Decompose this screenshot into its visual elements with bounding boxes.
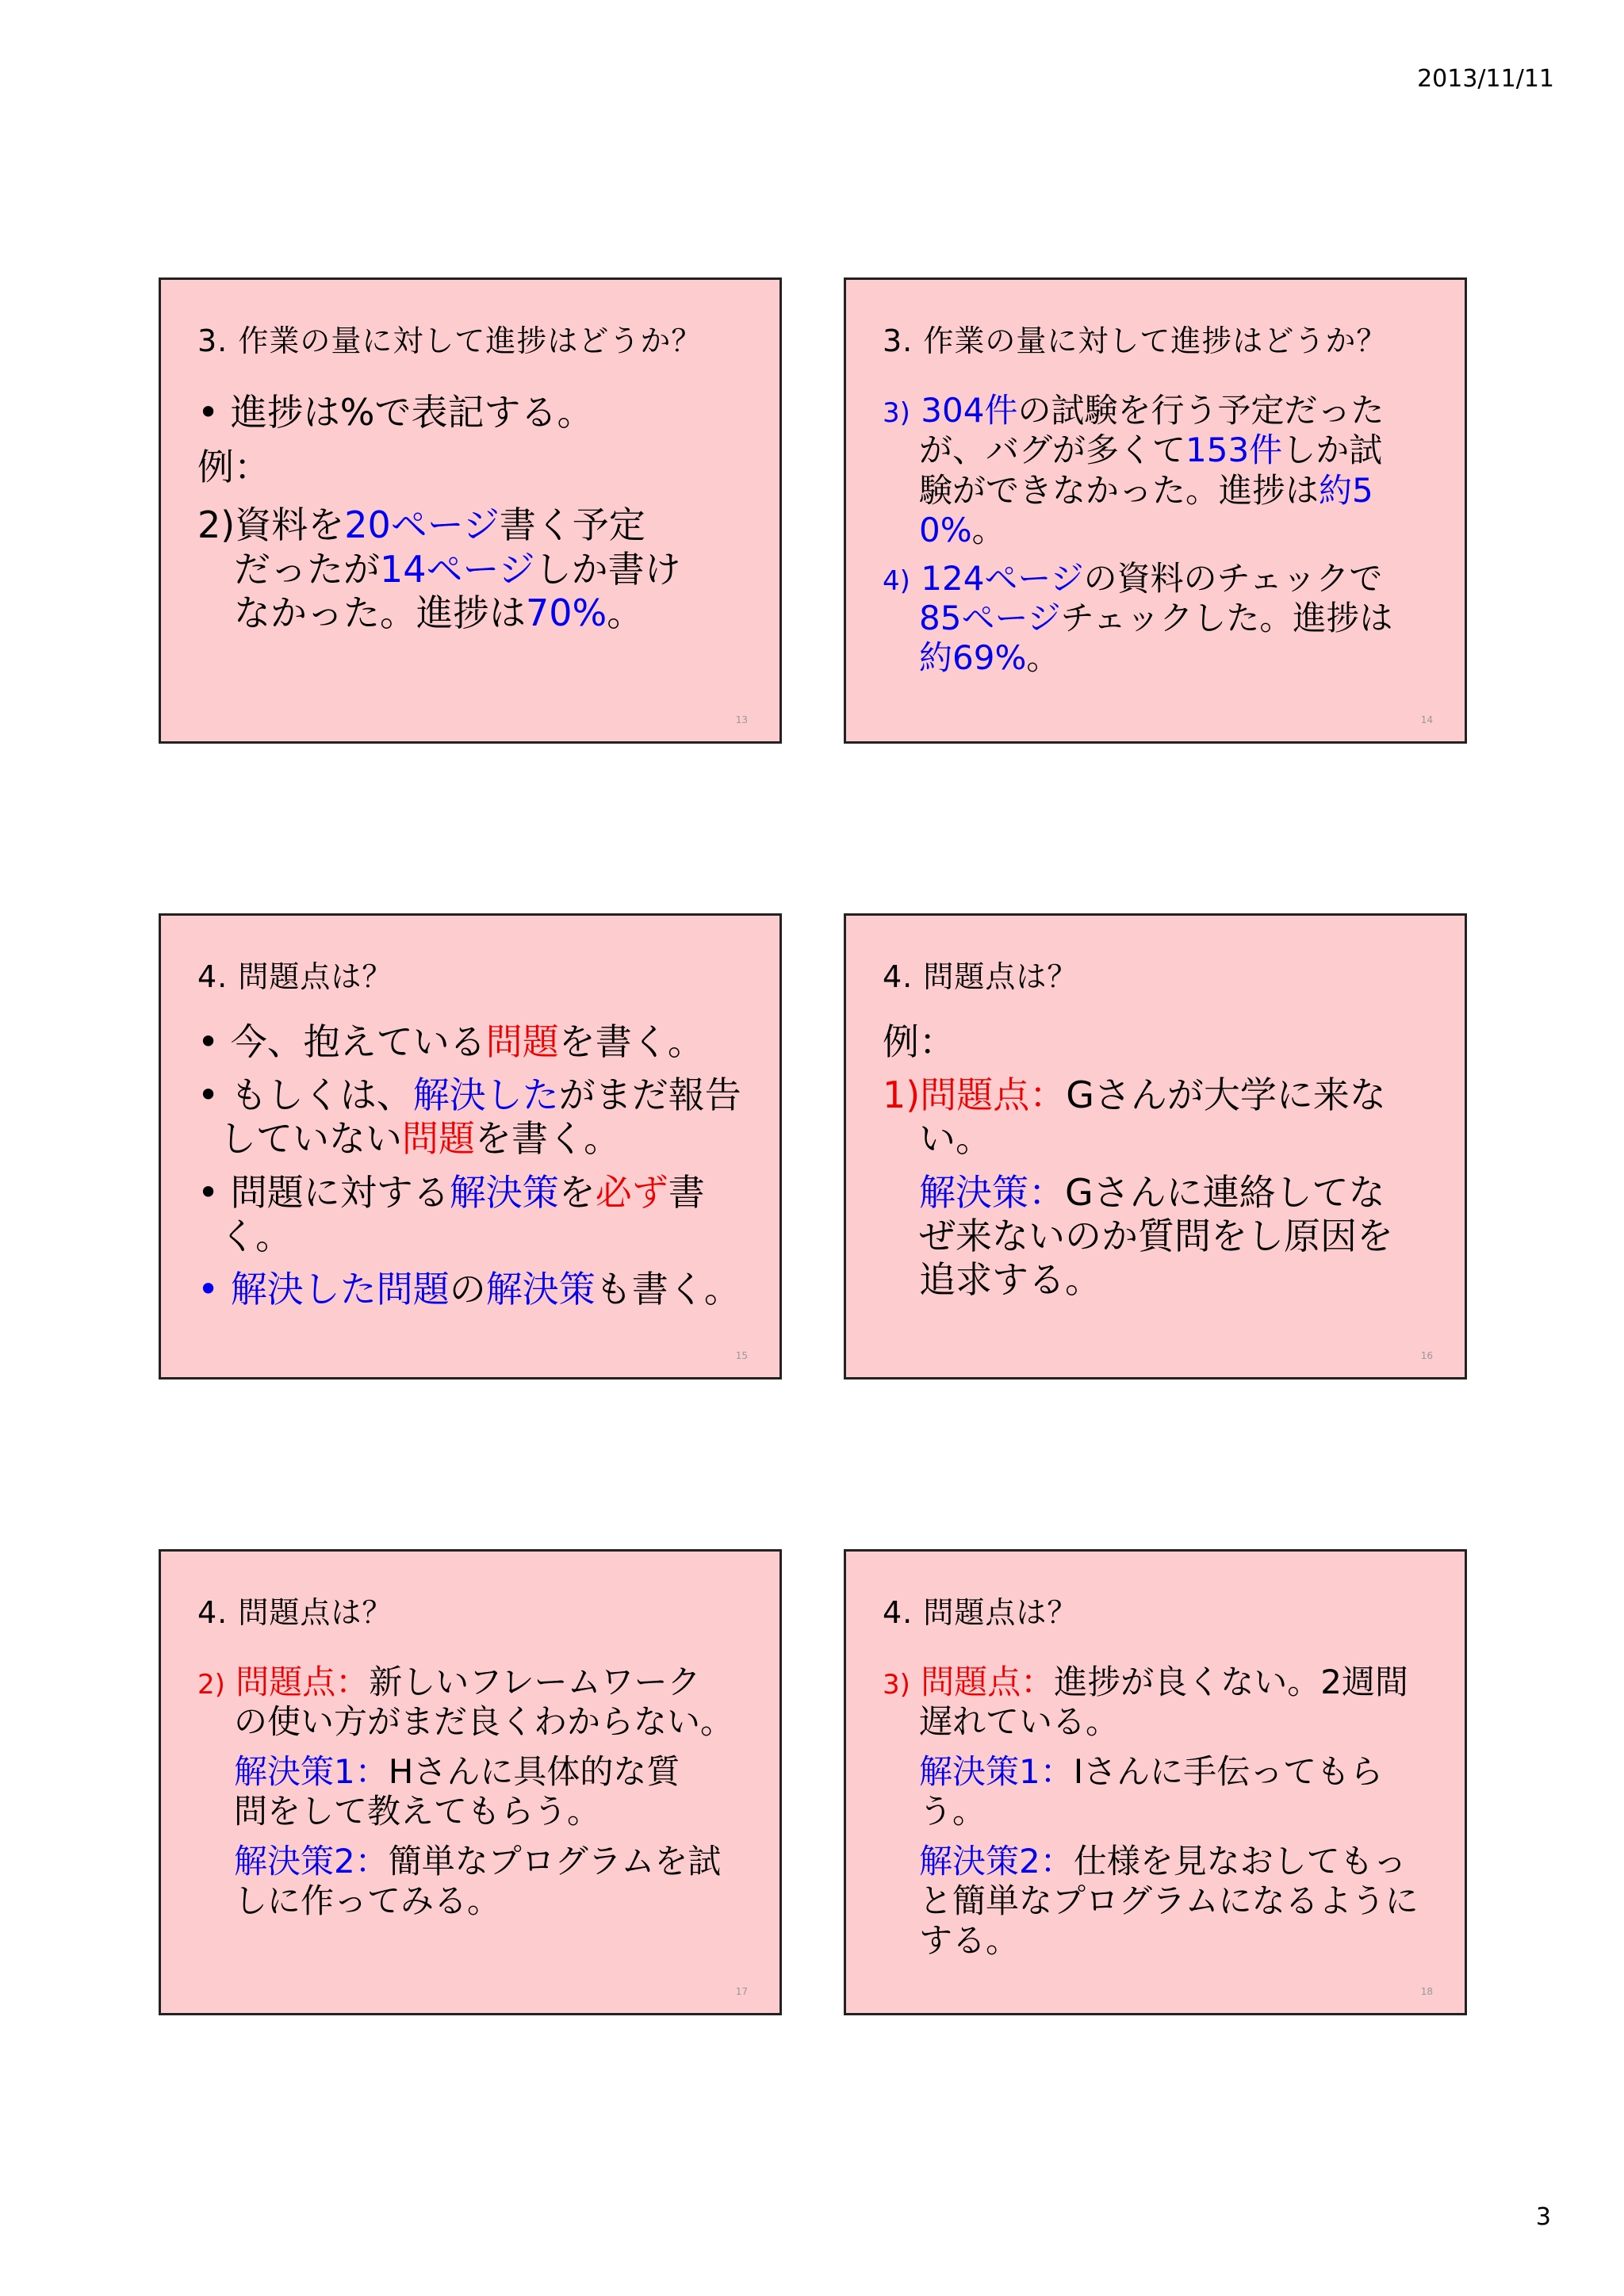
- slide-body: [883, 1020, 1441, 1302]
- slide-title: 4. 問題点は？: [883, 1595, 1078, 1630]
- bullet-line: • 進捗は%で表記する。: [197, 391, 756, 434]
- example-label: 例：: [197, 446, 270, 489]
- text-line: 追求する。: [919, 1257, 1101, 1301]
- slide-body: [883, 1663, 1441, 1961]
- slide-title: 4. 問題点は？: [197, 959, 393, 994]
- text-line: 2)資料を20ページ書く予定: [197, 503, 645, 547]
- slide-number: 13: [735, 714, 748, 725]
- text-line: なかった。進捗は70%。: [234, 591, 644, 634]
- text-line: い。: [919, 1117, 992, 1161]
- text-line: 解決策2：簡単なプログラムを試: [234, 1841, 722, 1881]
- slide-title: 4. 問題点は？: [197, 1595, 393, 1630]
- text-line: していない問題を書く。: [220, 1117, 621, 1161]
- text-line: する。: [919, 1921, 1020, 1961]
- text-line: 約69%。: [919, 638, 1060, 678]
- text-line: 85ページチェックした。進捗は: [919, 598, 1393, 637]
- slide-body: [197, 1663, 756, 1921]
- slide-number: 15: [735, 1350, 748, 1361]
- text-line: 問をして教えてもらう。: [234, 1792, 601, 1831]
- slide-16: [844, 913, 1467, 1380]
- bullet-line: • 今、抱えている問題を書く。: [197, 1020, 756, 1064]
- text-line: 3) 問題点：進捗が良くない。2週間: [883, 1663, 1409, 1701]
- text-line: の使い方がまだ良くわからない。: [234, 1702, 734, 1742]
- bullet-line: • 問題に対する解決策を必ず書: [197, 1171, 756, 1215]
- text-line: 験ができなかった。進捗は約5: [919, 470, 1373, 510]
- text-line: 0%。: [919, 511, 1005, 550]
- bullet-line: • 解決した問題の解決策も書く。: [197, 1268, 756, 1311]
- text-line: と簡単なプログラムになるように: [919, 1881, 1419, 1920]
- text-line: 解決策2：仕様を見なおしてもっ: [919, 1841, 1407, 1881]
- text-line: 解決策1：Iさんに手伝ってもらう。: [919, 1751, 1384, 1831]
- slide-number: 18: [1420, 1986, 1433, 1997]
- slide-body: [197, 391, 756, 635]
- text-line: ぜ来ないのか質問をし原因を: [919, 1214, 1393, 1257]
- print-date: 2013/11/11: [1417, 65, 1554, 93]
- text-line: が、バグが多くて153件しか試: [919, 430, 1383, 470]
- slide-body: [883, 391, 1441, 679]
- text-line: 1)問題点：Gさんが大学に来な: [883, 1073, 1386, 1117]
- text-line: 遅れている。: [919, 1702, 1120, 1742]
- text-line: く。: [220, 1214, 293, 1257]
- slide-18: [844, 1549, 1467, 2015]
- slide-title: 4. 問題点は？: [883, 959, 1078, 994]
- slide-number: 16: [1420, 1350, 1433, 1361]
- slide-body: [197, 1020, 756, 1311]
- text-line: だったが14ページしか書け: [234, 547, 681, 591]
- slide-15: [159, 913, 782, 1380]
- text-line: 3) 304件の試験を行う予定だった: [883, 391, 1385, 430]
- slide-title: 3. 作業の量に対して進捗はどうか？: [197, 323, 703, 358]
- page-number: 3: [1535, 2203, 1551, 2231]
- slide-14: [844, 277, 1467, 744]
- slide-title: 3. 作業の量に対して進捗はどうか？: [883, 323, 1388, 358]
- slide-13: [159, 277, 782, 744]
- text-line: 解決策：Gさんに連絡してな: [919, 1170, 1385, 1214]
- text-line: 4) 124ページの資料のチェックで: [883, 558, 1383, 598]
- text-line: 2) 問題点：新しいフレームワーク: [197, 1663, 701, 1701]
- slide-number: 14: [1420, 714, 1433, 725]
- example-label: 例：: [883, 1020, 956, 1063]
- text-line: 解決策1：Hさんに具体的な質: [234, 1751, 680, 1791]
- bullet-line: • もしくは、解決したがまだ報告: [197, 1073, 756, 1117]
- slide-number: 17: [735, 1986, 748, 1997]
- text-line: しに作ってみる。: [234, 1881, 501, 1920]
- slide-17: [159, 1549, 782, 2015]
